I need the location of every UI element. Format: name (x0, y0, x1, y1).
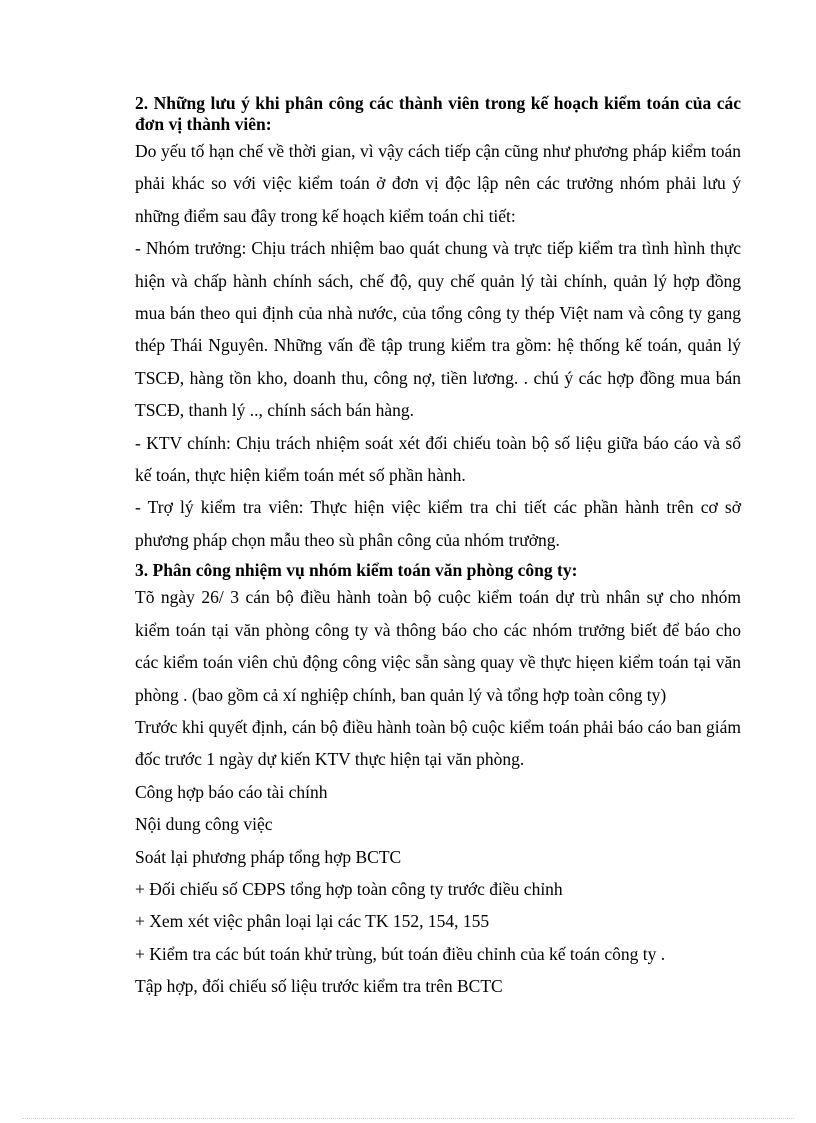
item-team-leader: - Nhóm trưởng: Chịu trách nhiệm bao quát chung và trực tiếp kiểm tra tình hình thực hiện và chấp hành chính sách, chế độ, quy chế quản lý tài chính, quản lý hợp đồng mua bán theo qui định của nhà nước, của tổng công ty thép Việt nam và công ty gang thép Thái Nguyên. Những vấn đề tập trung kiểm tra gồm: hệ thống kế toán, quản lý TSCĐ, hàng tồn kho, doanh thu, công nợ, tiền lương. . chú ý các hợp đồng mua bán TSCĐ, thanh lý .., chính sách bán hàng. (135, 238, 741, 421)
item-assistant-auditor: - Trợ lý kiểm tra viên: Thực hiện việc kiểm tra chi tiết các phần hành trên cơ sở phương pháp chọn mẫu theo sù phân công của nhóm trưởng. (135, 497, 741, 550)
page-bottom-divider (22, 1118, 794, 1119)
item-main-auditor: - KTV chính: Chịu trách nhiệm soát xét đối chiếu toàn bộ số liệu giữa báo cáo và sổ kế toán, thực hiện kiểm toán mét số phần hành. (135, 432, 741, 486)
line-reclassification: + Xem xét việc phân loại lại các TK 152, 154, 155 (135, 911, 490, 932)
section-3-heading: 3. Phân công nhiệm vụ nhóm kiểm toán văn phòng công ty: (135, 560, 578, 581)
document-page (135, 93, 741, 1003)
line-report-compilation: Công hợp báo cáo tài chính (135, 781, 328, 802)
line-check-entries: + Kiểm tra các bút toán khử trùng, bút toán điều chỉnh của kế toán công ty . (135, 943, 666, 964)
line-collect-data: Tập hợp, đối chiếu số liệu trước kiểm tra trên BCTC (135, 976, 503, 997)
line-review-method: Soát lại phương pháp tổng hợp BCTC (135, 846, 402, 867)
section-3-paragraph-2: Trước khi quyết định, cán bộ điều hành toàn bộ cuộc kiểm toán phải báo cáo ban giám đốc trước 1 ngày dự kiến KTV thực hiện tại văn phòng. (135, 716, 741, 770)
section-2-intro: Do yếu tố hạn chế về thời gian, vì vậy cách tiếp cận cũng như phương pháp kiểm toán phải khác so với việc kiểm toán ở đơn vị độc lập nên các trưởng nhóm phải lưu ý những điểm sau đây trong kế hoạch kiểm toán chi tiết: (135, 141, 741, 226)
line-reconcile-balances: + Đối chiếu số CĐPS tổng hợp toàn công ty trước điều chỉnh (135, 878, 563, 899)
section-2-heading: 2. Những lưu ý khi phân công các thành viên trong kế hoạch kiểm toán của các đơn vị thành viên: (135, 93, 741, 134)
section-3-paragraph-1: Tõ ngày 26/ 3 cán bộ điều hành toàn bộ cuộc kiểm toán dự trù nhân sự cho nhóm kiểm toán tại văn phòng công ty và thông báo cho các nhóm trưởng biết để báo cho các kiểm toán viên chủ động công việc sẵn sàng quay về thực hiẹen kiểm toán tại văn phòng . (bao gồm cả xí nghiệp chính, ban quản lý và tổng hợp toàn công ty) (135, 587, 741, 705)
line-work-content: Nội dung công việc (135, 814, 273, 835)
